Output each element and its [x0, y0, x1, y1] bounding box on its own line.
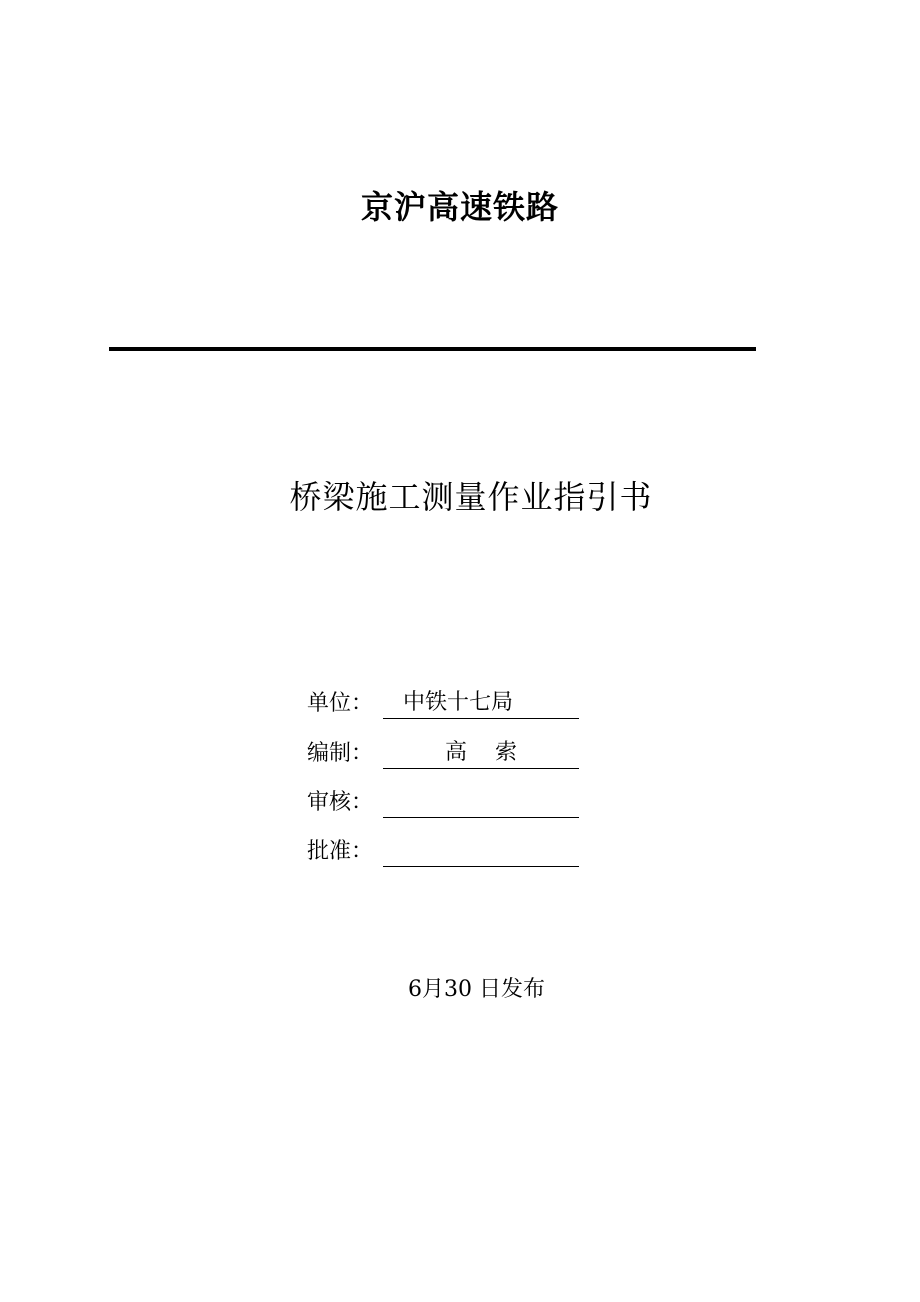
field-compiled-by-value: 高 索 [383, 738, 579, 769]
field-unit-label: 单位： [307, 691, 374, 716]
field-approved-by [307, 833, 579, 867]
field-approved-by-value [383, 836, 579, 867]
field-approved-by-label: 批准： [307, 839, 374, 864]
title-divider [109, 347, 756, 351]
field-unit [307, 685, 579, 719]
field-reviewed-by [307, 784, 579, 818]
field-compiled-by-label: 编制： [307, 741, 374, 766]
publish-date: 6月30 日发布 [408, 977, 545, 1002]
field-unit-value: 中铁十七局 [383, 688, 579, 719]
field-reviewed-by-label: 审核： [307, 790, 374, 815]
field-compiled-by [307, 735, 579, 769]
field-reviewed-by-value [383, 787, 579, 818]
project-title: 京沪高速铁路 [360, 188, 559, 226]
document-title: 桥梁施工测量作业指引书 [289, 478, 653, 516]
